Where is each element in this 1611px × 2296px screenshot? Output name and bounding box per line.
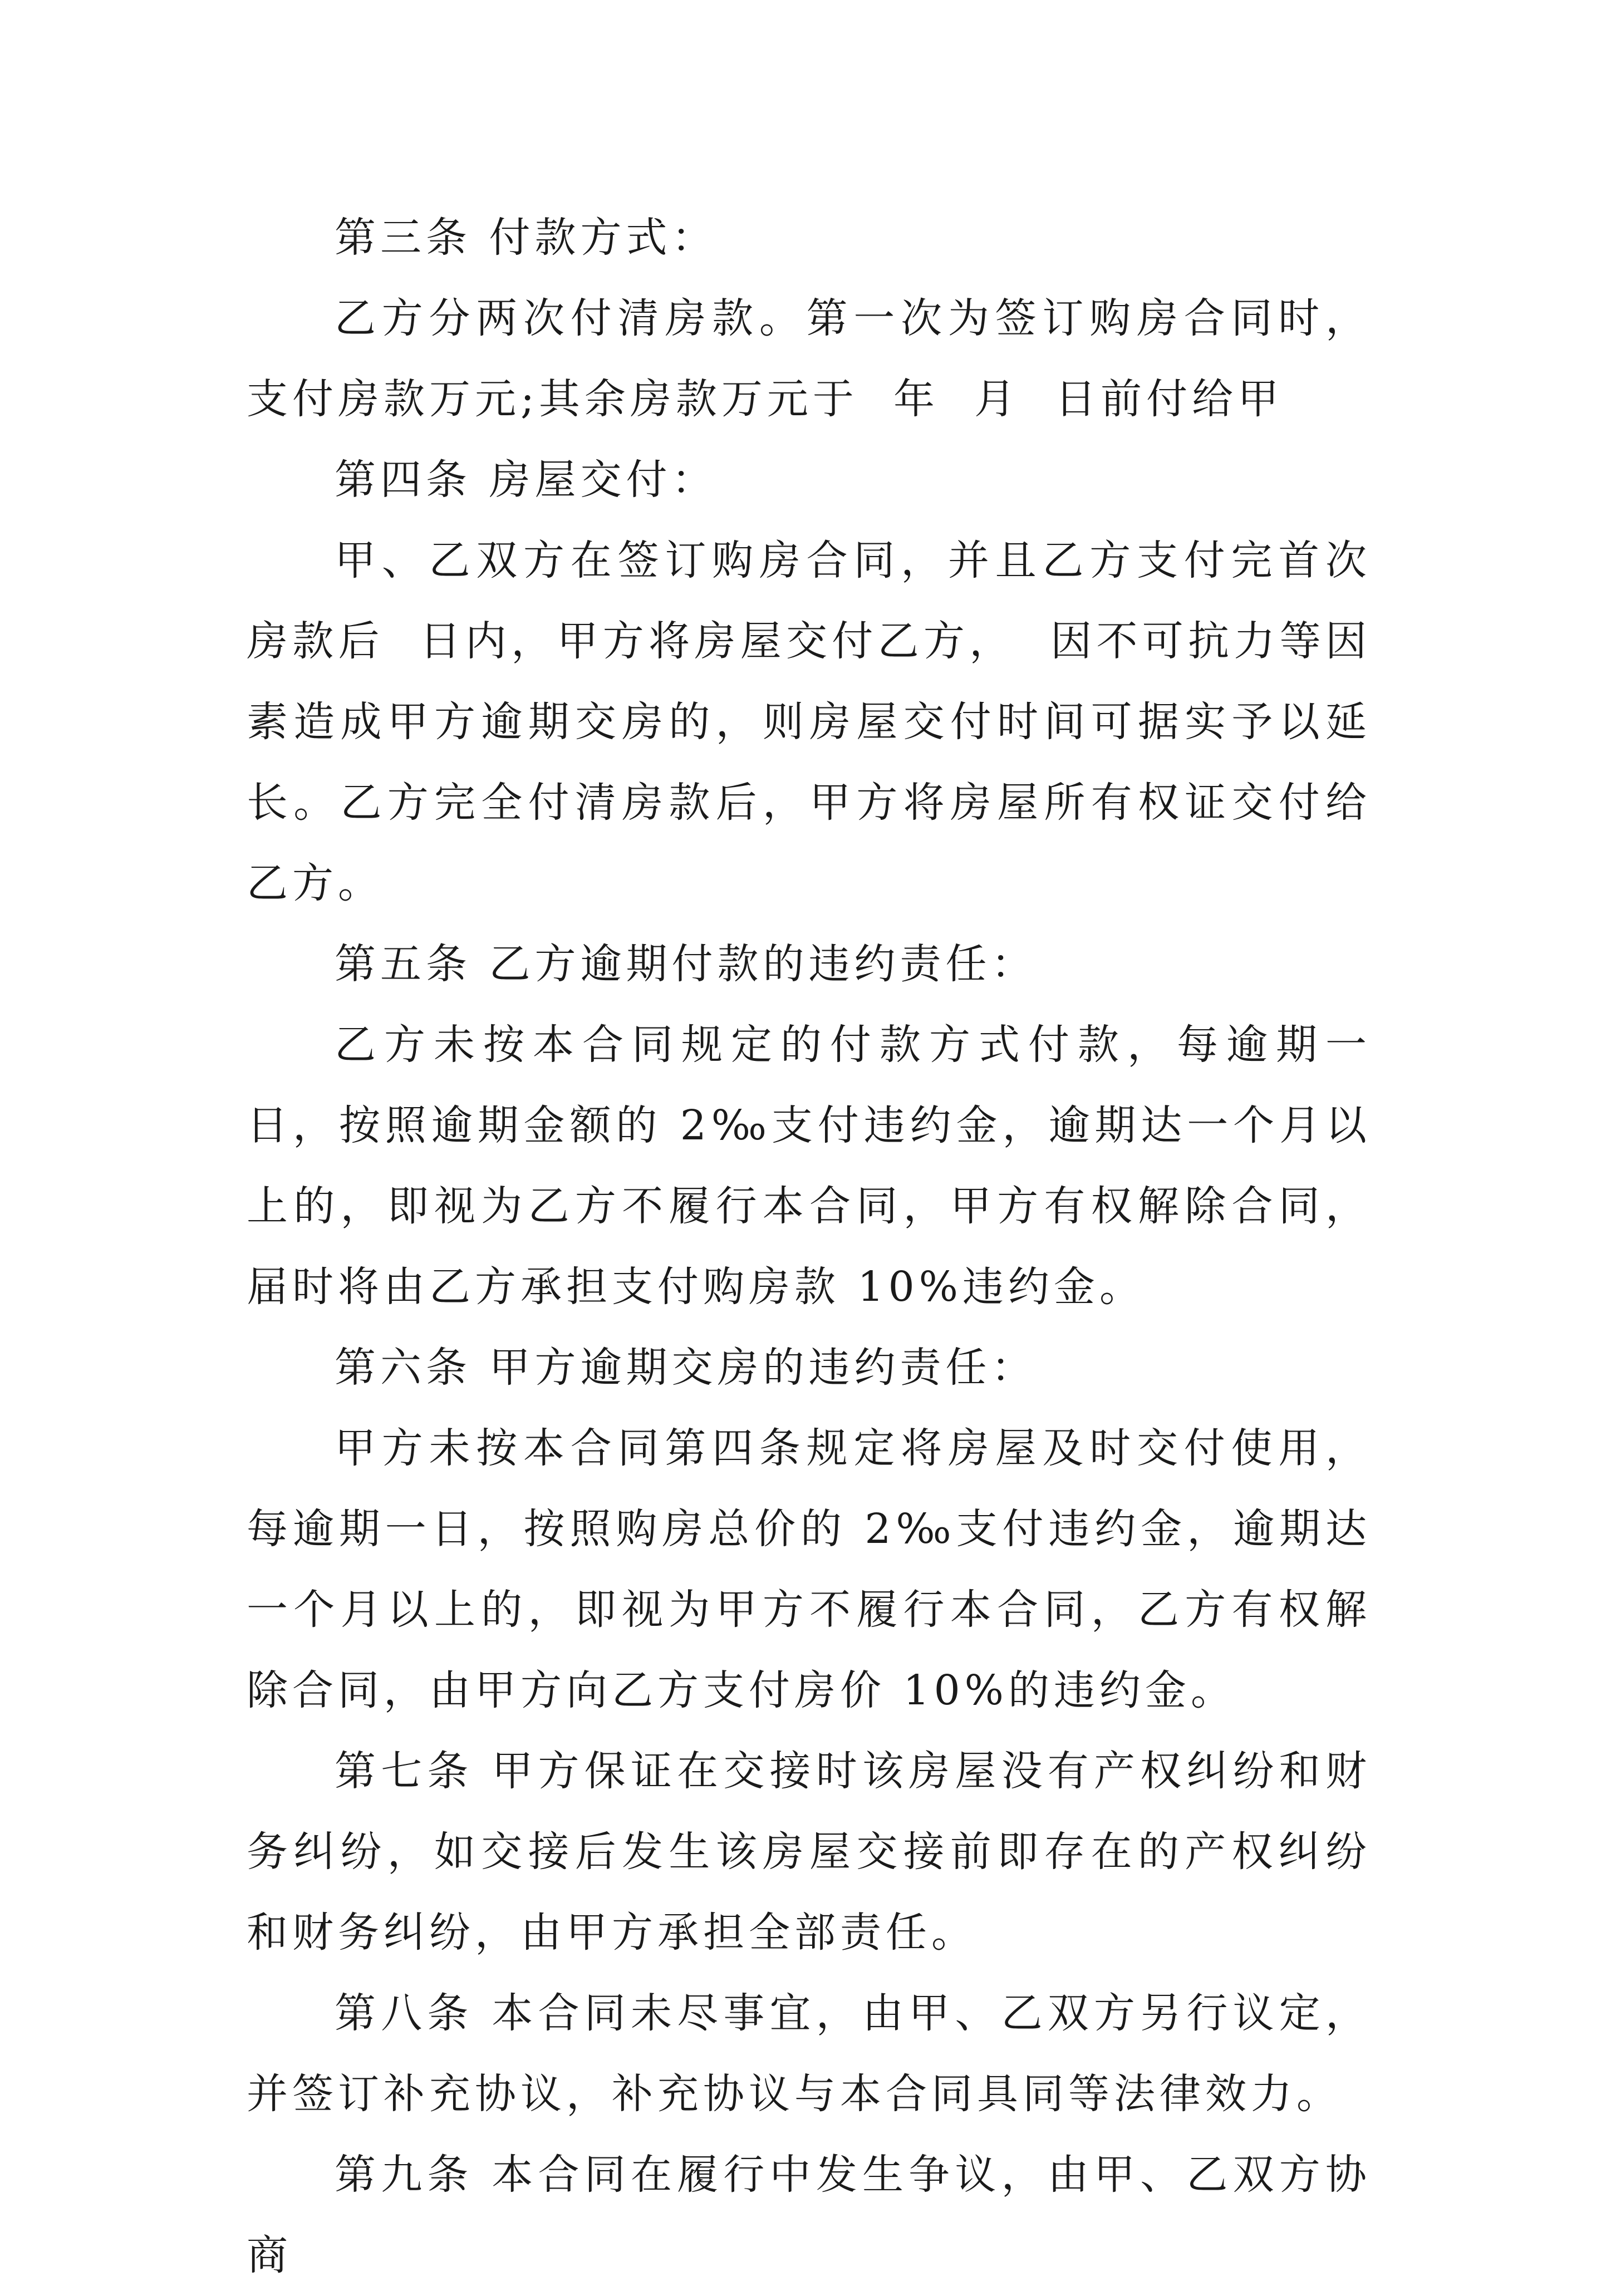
article-3-heading: 第三条 付款方式： xyxy=(335,214,718,262)
article-4-text: 甲、乙双方在签订购房合同，并且乙方支付完首次房款后 日内，甲方将房屋交付乙方， 因不可抗力等因素造成甲方逾期交房的，则房屋交付时间可据实予以延长。乙方完全付清房款后，甲方将房屋所有权证交付给乙方。 xyxy=(247,537,1371,907)
article-7-text: 第七条 甲方保证在交接时该房屋没有产权纠纷和财务纠纷，如交接后发生该房屋交接前即存在的产权纠纷和财务纠纷，由甲方承担全部责任。 xyxy=(247,1747,1371,1956)
article-5-text: 乙方未按本合同规定的付款方式付款，每逾期一日，按照逾期金额的 2‰支付违约金，逾期达一个月以上的，即视为乙方不履行本合同，甲方有权解除合同，届时将由乙方承担支付购房款 10%违约金。 xyxy=(247,1021,1371,1311)
article-9-text: 第九条 本合同在履行中发生争议，由甲、乙双方协商 xyxy=(247,2151,1371,2279)
article-5-heading: 第五条 乙方逾期付款的违约责任： xyxy=(335,940,1037,988)
article-6-text: 甲方未按本合同第四条规定将房屋及时交付使用，每逾期一日，按照购房总价的 2‰支付违约金，逾期达一个月以上的，即视为甲方不履行本合同，乙方有权解除合同，由甲方向乙方支付房价 10%的违约金。 xyxy=(247,1424,1371,1714)
document-body xyxy=(247,198,1371,2296)
article-6-heading: 第六条 甲方逾期交房的违约责任： xyxy=(335,1344,1037,1392)
article-8-text: 第八条 本合同未尽事宜，由甲、乙双方另行议定，并签订补充协议，补充协议与本合同具同等法律效力。 xyxy=(247,1989,1371,2118)
article-3-text: 乙方分两次付清房款。第一次为签订购房合同时，支付房款万元;其余房款万元于 年 月 日前付给甲 xyxy=(247,294,1371,423)
article-4-heading: 第四条 房屋交付： xyxy=(335,456,718,504)
